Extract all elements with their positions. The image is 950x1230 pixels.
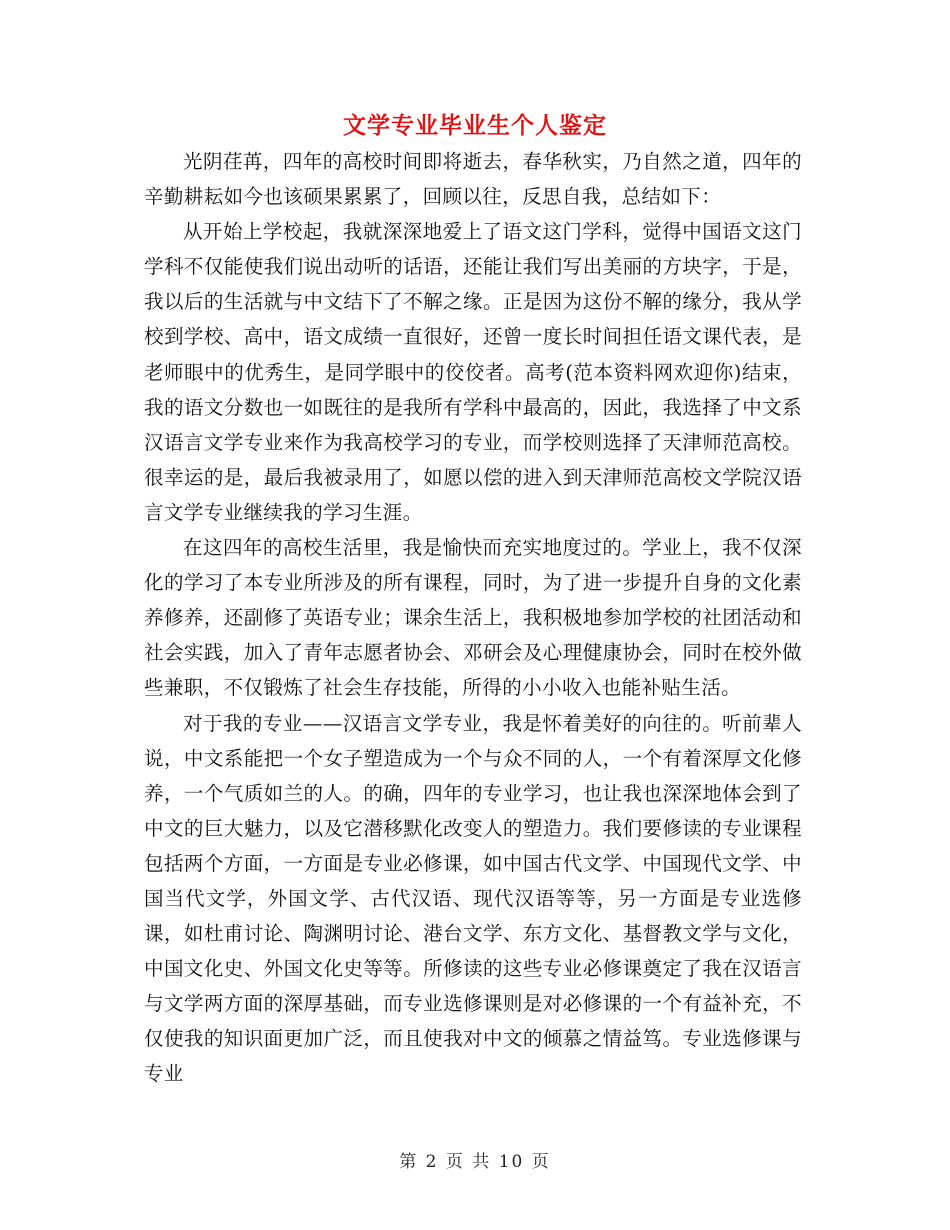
paragraph-3: 在这四年的高校生活里，我是愉快而充实地度过的。学业上，我不仅深化的学习了本专业所涉及的所有课程，同时，为了进一步提升自身的文化素养修养，还副修了英语专业；课余生活上，我积极地参加学校的社团活动和社会实践，加入了青年志愿者协会、邓研会及心理健康协会，同时在校外做些兼职，不仅锻炼了社会生存技能，所得的小小收入也能补贴生活。 — [144, 536, 802, 700]
paragraph-2: 从开始上学校起，我就深深地爱上了语文这门学科，觉得中国语文这门学科不仅能使我们说出动听的话语，还能让我们写出美丽的方块字，于是，我以后的生活就与中文结下了不解之缘。正是因为这份不解的缘分，我从学校到学校、高中，语文成绩一直很好，还曾一度长时间担任语文课代表，是老师眼中的优秀生，是同学眼中的佼佼者。高考(范本资料网欢迎你)结束，我的语文分数也一如既往的是我所有学科中最高的，因此，我选择了中文系汉语言文学专业来作为我高校学习的专业，而学校则选择了天津师范高校。很幸运的是，最后我被录用了，如愿以偿的进入到天津师范高校文学院汉语言文学专业继续我的学习生涯。 — [144, 220, 802, 524]
document-title: 文学专业毕业生个人鉴定 — [343, 112, 607, 139]
document-body — [144, 144, 802, 1092]
page-number-footer: 第 2 页 共 10 页 — [399, 1152, 551, 1172]
paragraph-4: 对于我的专业——汉语言文学专业，我是怀着美好的向往的。听前辈人说，中文系能把一个女子塑造成为一个与众不同的人，一个有着深厚文化修养，一个气质如兰的人。的确，四年的专业学习，也让我也深深地体会到了中文的巨大魅力，以及它潜移默化改变人的塑造力。我们要修读的专业课程包括两个方面，一方面是专业必修课，如中国古代文学、中国现代文学、中国当代文学，外国文学、古代汉语、现代汉语等等，另一方面是专业选修课，如杜甫讨论、陶渊明讨论、港台文学、东方文化、基督教文学与文化，中国文化史、外国文化史等等。所修读的这些专业必修课奠定了我在汉语言与文学两方面的深厚基础，而专业选修课则是对必修课的一个有益补充，不仅使我的知识面更加广泛，而且使我对中文的倾慕之情益笃。专业选修课与专业 — [144, 711, 802, 1086]
paragraph-1: 光阴荏苒，四年的高校时间即将逝去，春华秋实，乃自然之道，四年的辛勤耕耘如今也该硕果累累了，回顾以往，反思自我，总结如下： — [144, 150, 802, 209]
